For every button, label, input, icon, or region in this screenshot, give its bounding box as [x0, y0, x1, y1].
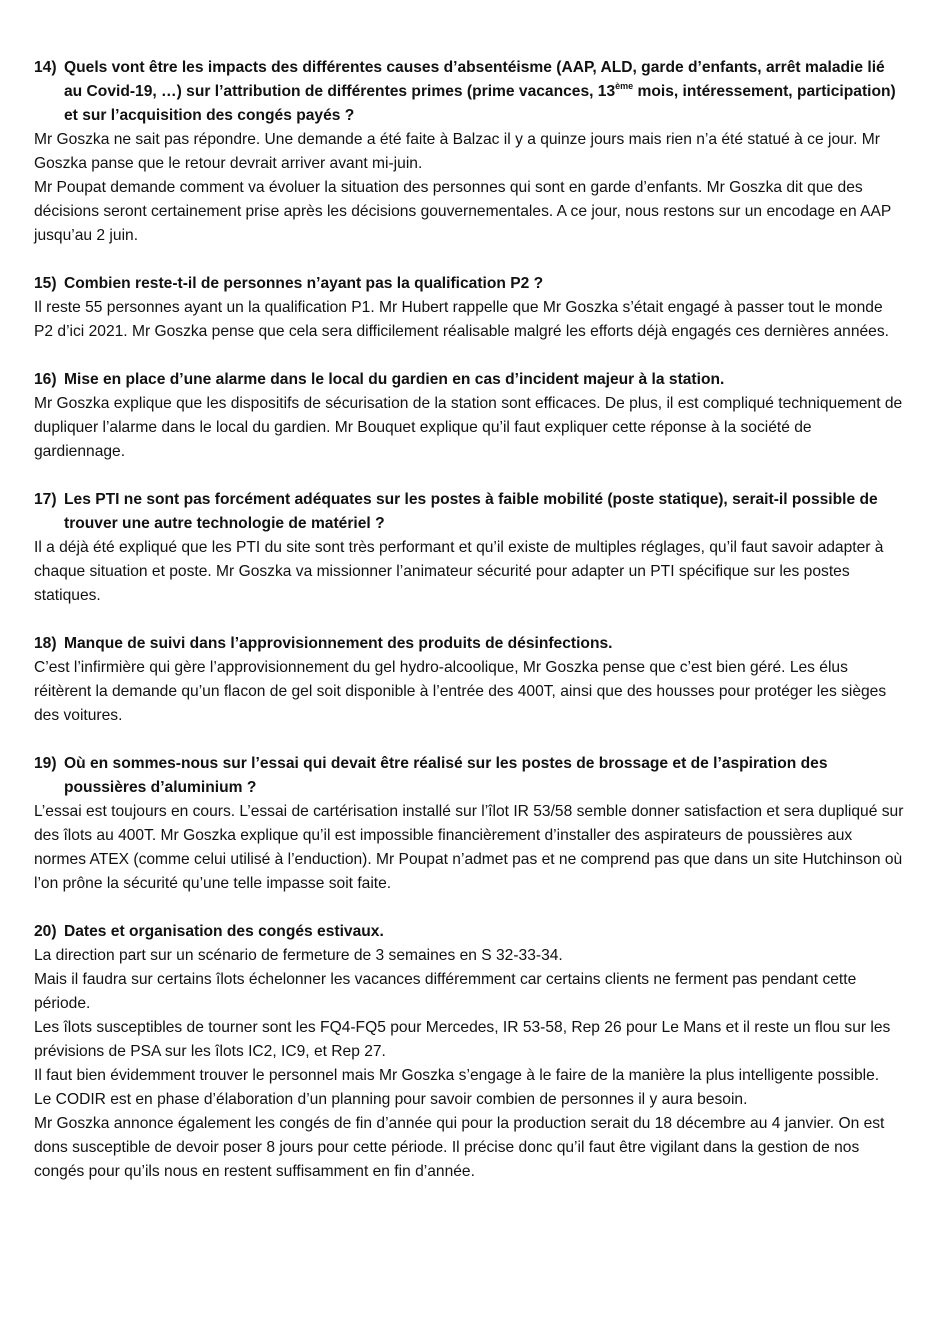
question-text-part: mois, intéressement, participation) et sur l’acquisition des congés payés ? — [64, 83, 896, 124]
answer-paragraph: Mr Goszka ne sait pas répondre. Une demande a été faite à Balzac il y a quinze jours mais rien n’a été statué à ce jour. Mr Goszka panse que le retour devrait arriver avant mi-juin. — [34, 131, 880, 172]
question-text: Où en sommes-nous sur l’essai qui devait être réalisé sur les postes de brossage et de l’aspiration des poussières d’aluminium ? — [64, 755, 828, 796]
question-heading — [34, 272, 906, 296]
question-text — [64, 56, 906, 128]
question-heading — [34, 368, 906, 392]
question-number: 14) — [34, 59, 57, 76]
question-number: 18) — [34, 635, 57, 652]
answer-paragraph: Mr Goszka explique que les dispositifs de sécurisation de la station sont efficaces. De plus, il est compliqué techniquement de dupliquer l’alarme dans le local du gardien. Mr Bouquet explique qu’il faut expliquer cette réponse à la société de gardiennage. — [34, 395, 903, 460]
answer-paragraph: Le CODIR est en phase d’élaboration d’un planning pour savoir combien de personnes il y aura besoin. — [34, 1091, 748, 1108]
superscript-eme: ème — [615, 81, 634, 91]
question-text: Les PTI ne sont pas forcément adéquates sur les postes à faible mobilité (poste statique), serait-il possible de trouver une autre technologie de matériel ? — [64, 491, 878, 532]
section-14 — [34, 56, 906, 248]
question-number: 16) — [34, 371, 57, 388]
section-15 — [34, 272, 906, 344]
question-number: 20) — [34, 923, 57, 940]
answer-body — [34, 128, 906, 248]
answer-body — [34, 944, 906, 1184]
question-text: Mise en place d’une alarme dans le local du gardien en cas d’incident majeur à la station. — [64, 371, 725, 388]
question-number: 15) — [34, 275, 57, 292]
answer-paragraph: Il faut bien évidemment trouver le personnel mais Mr Goszka s’engage à le faire de la manière la plus intelligente possible. — [34, 1067, 880, 1084]
answer-paragraph: Il a déjà été expliqué que les PTI du site sont très performant et qu’il existe de multiples réglages, qu’il faut savoir adapter à chaque situation et poste. Mr Goszka va missionner l’animateur sécurité pour adapter un PTI spécifique sur les postes statiques. — [34, 539, 884, 604]
section-17 — [34, 488, 906, 608]
answer-body — [34, 656, 906, 728]
answer-paragraph: Mr Goszka annonce également les congés de fin d’année qui pour la production serait du 18 décembre au 4 janvier. On est dons susceptible de devoir poser 8 jours pour cette période. Il précise donc qu’il faut être vigilant dans la gestion de nos congés pour qu’ils nous en restent suffisamment en fin d’année. — [34, 1115, 885, 1180]
question-text: Combien reste-t-il de personnes n’ayant pas la qualification P2 ? — [64, 275, 544, 292]
answer-paragraph: Mais il faudra sur certains îlots échelonner les vacances différemment car certains clients ne ferment pas pendant cette période. — [34, 971, 857, 1012]
answer-body — [34, 800, 906, 896]
question-heading — [34, 488, 906, 536]
question-heading — [34, 56, 906, 128]
section-19 — [34, 752, 906, 896]
section-16 — [34, 368, 906, 464]
answer-body — [34, 536, 906, 608]
answer-body — [34, 392, 906, 464]
question-heading — [34, 752, 906, 800]
answer-paragraph: La direction part sur un scénario de fermeture de 3 semaines en S 32-33-34. — [34, 947, 563, 964]
question-heading — [34, 920, 906, 944]
answer-paragraph: C’est l’infirmière qui gère l’approvisionnement du gel hydro-alcoolique, Mr Goszka pense que c’est bien géré. Les élus réitèrent la demande qu’un flacon de gel soit disponible à l’entrée des 400T, ainsi que des housses pour protéger les sièges des voitures. — [34, 659, 887, 724]
answer-paragraph: Mr Poupat demande comment va évoluer la situation des personnes qui sont en garde d’enfants. Mr Goszka dit que des décisions seront certainement prise après les décisions gouvernementales. A ce jour, nous restons sur un encodage en AAP jusqu’au 2 juin. — [34, 179, 892, 244]
answer-body — [34, 296, 906, 344]
answer-paragraph: Il reste 55 personnes ayant un la qualification P1. Mr Hubert rappelle que Mr Goszka s’était engagé à passer tout le monde P2 d’ici 2021. Mr Goszka pense que cela sera difficilement réalisable malgré les efforts déjà engagés ces dernières années. — [34, 299, 889, 340]
answer-paragraph: L’essai est toujours en cours. L’essai de cartérisation installé sur l’îlot IR 53/58 semble donner satisfaction et sera dupliqué sur des îlots au 400T. Mr Goszka explique qu’il est impossible financièrement d’installer des aspirateurs de poussières aux normes ATEX (comme celui utilisé à l’enduction). Mr Poupat n’admet pas et ne comprend pas que dans un site Hutchinson où l’on prône la sécurité qu’une telle impasse soit faite. — [34, 803, 904, 892]
section-20 — [34, 920, 906, 1184]
question-text-part: Quels vont être les impacts des différentes causes d’absentéisme (AAP, ALD, garde d’enfants, arrêt maladie lié au Covid-19, …) sur l’attribution de différentes primes (prime vacances, 13 — [64, 59, 885, 100]
question-text: Dates et organisation des congés estivaux. — [64, 923, 384, 940]
answer-paragraph: Les îlots susceptibles de tourner sont les FQ4-FQ5 pour Mercedes, IR 53-58, Rep 26 pour Le Mans et il reste un flou sur les prévisions de PSA sur les îlots IC2, IC9, et Rep 27. — [34, 1019, 891, 1060]
question-number: 17) — [34, 491, 57, 508]
question-heading — [34, 632, 906, 656]
question-text: Manque de suivi dans l’approvisionnement des produits de désinfections. — [64, 635, 613, 652]
question-number: 19) — [34, 755, 57, 772]
section-18 — [34, 632, 906, 728]
